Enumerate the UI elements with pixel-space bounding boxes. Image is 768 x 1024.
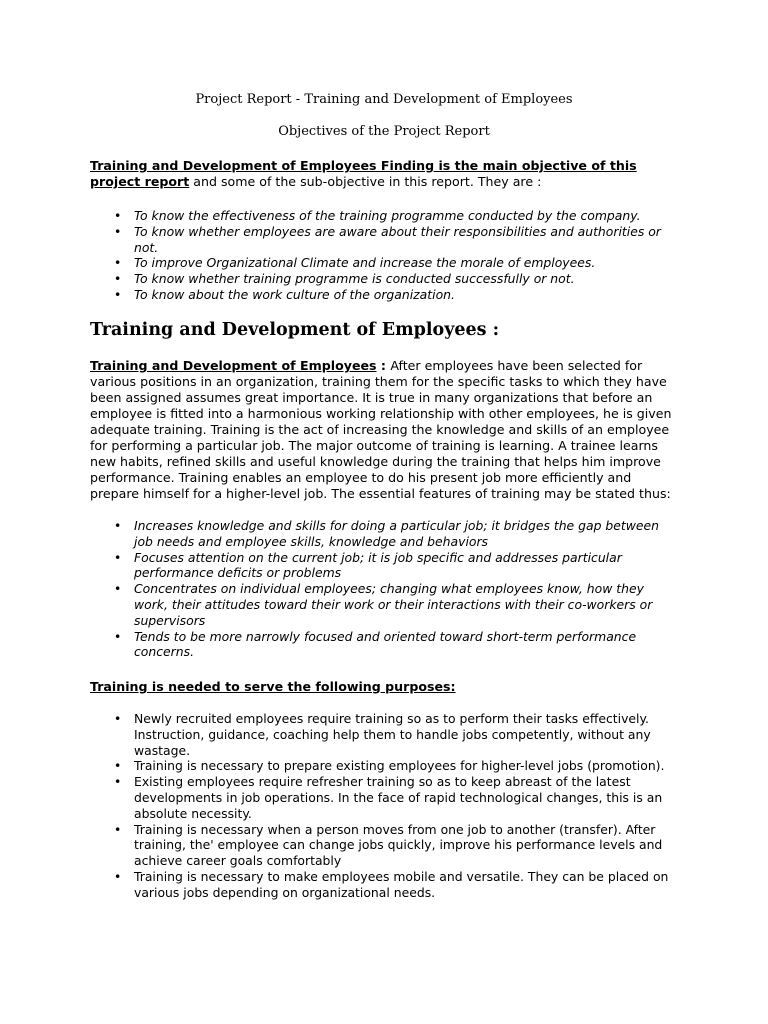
list-item: • Tends to be more narrowly focused and oriented toward short-term performance concerns.	[90, 629, 680, 661]
list-item: • Existing employees require refresher training so as to keep abreast of the latest developments in job operations. In the face of rapid technological changes, this is an absolute necessity.	[90, 774, 680, 821]
list-item: • Newly recruited employees require training so as to perform their tasks effectively. Instruction, guidance, coaching help them to handle jobs competently, without any wastage.	[90, 711, 680, 758]
document-title: Project Report - Training and Development of Employees	[195, 92, 573, 107]
list-item: • Focuses attention on the current job; it is job specific and addresses particular performance deficits or problems	[90, 550, 680, 582]
section-colon: :	[376, 358, 391, 373]
intro-paragraph	[90, 158, 675, 190]
section-emphasis: Training and Development of Employees	[90, 358, 377, 373]
document-subtitle: Objectives of the Project Report	[278, 124, 490, 139]
purposes-heading: Training is needed to serve the following purposes:	[90, 679, 456, 694]
purposes-list	[90, 711, 680, 901]
list-item: • To improve Organizational Climate and increase the morale of employees.	[90, 255, 680, 271]
list-item: • Training is necessary when a person moves from one job to another (transfer). After training, the' employee can change jobs quickly, improve his performance levels and achieve career goals comfortably	[90, 822, 680, 869]
list-item: • Increases knowledge and skills for doing a particular job; it bridges the gap between job needs and employee skills, knowledge and behaviors	[90, 518, 680, 550]
list-item: • To know the effectiveness of the training programme conducted by the company.	[90, 208, 680, 224]
intro-emphasis: Training and Development of Employees Finding is the main objective of this project report	[90, 158, 637, 189]
objectives-list	[90, 208, 680, 303]
section-text: After employees have been selected for various positions in an organization, training them for the specific tasks to which they have been assigned assumes great importance. It is true in many organizations that before an employee is fitted into a harmonious working relationship with other employees, he is given adequate training. Training is the act of increasing the knowledge and skills of an employee for performing a particular job. The major outcome of training is learning. A trainee learns new habits, refined skills and useful knowledge during the training that helps him improve performance. Training enables an employee to do his present job more efficiently and prepare himself for a higher-level job. The essential features of training may be stated thus:	[90, 358, 672, 501]
list-item: • Training is necessary to make employees mobile and versatile. They can be placed on various jobs depending on organizational needs.	[90, 869, 680, 901]
section-paragraph	[90, 358, 680, 502]
list-item: • To know about the work culture of the organization.	[90, 287, 680, 303]
intro-text: and some of the sub-objective in this report. They are :	[189, 174, 542, 189]
list-item: • Concentrates on individual employees; changing what employees know, how they work, their attitudes toward their work or their interactions with their co-workers or supervisors	[90, 581, 680, 628]
list-item: • Training is necessary to prepare existing employees for higher-level jobs (promotion).	[90, 758, 680, 774]
section-heading: Training and Development of Employees :	[90, 320, 500, 340]
features-list	[90, 518, 680, 660]
list-item: • To know whether employees are aware about their responsibilities and authorities or not.	[90, 224, 680, 256]
list-item: • To know whether training programme is conducted successfully or not.	[90, 271, 680, 287]
